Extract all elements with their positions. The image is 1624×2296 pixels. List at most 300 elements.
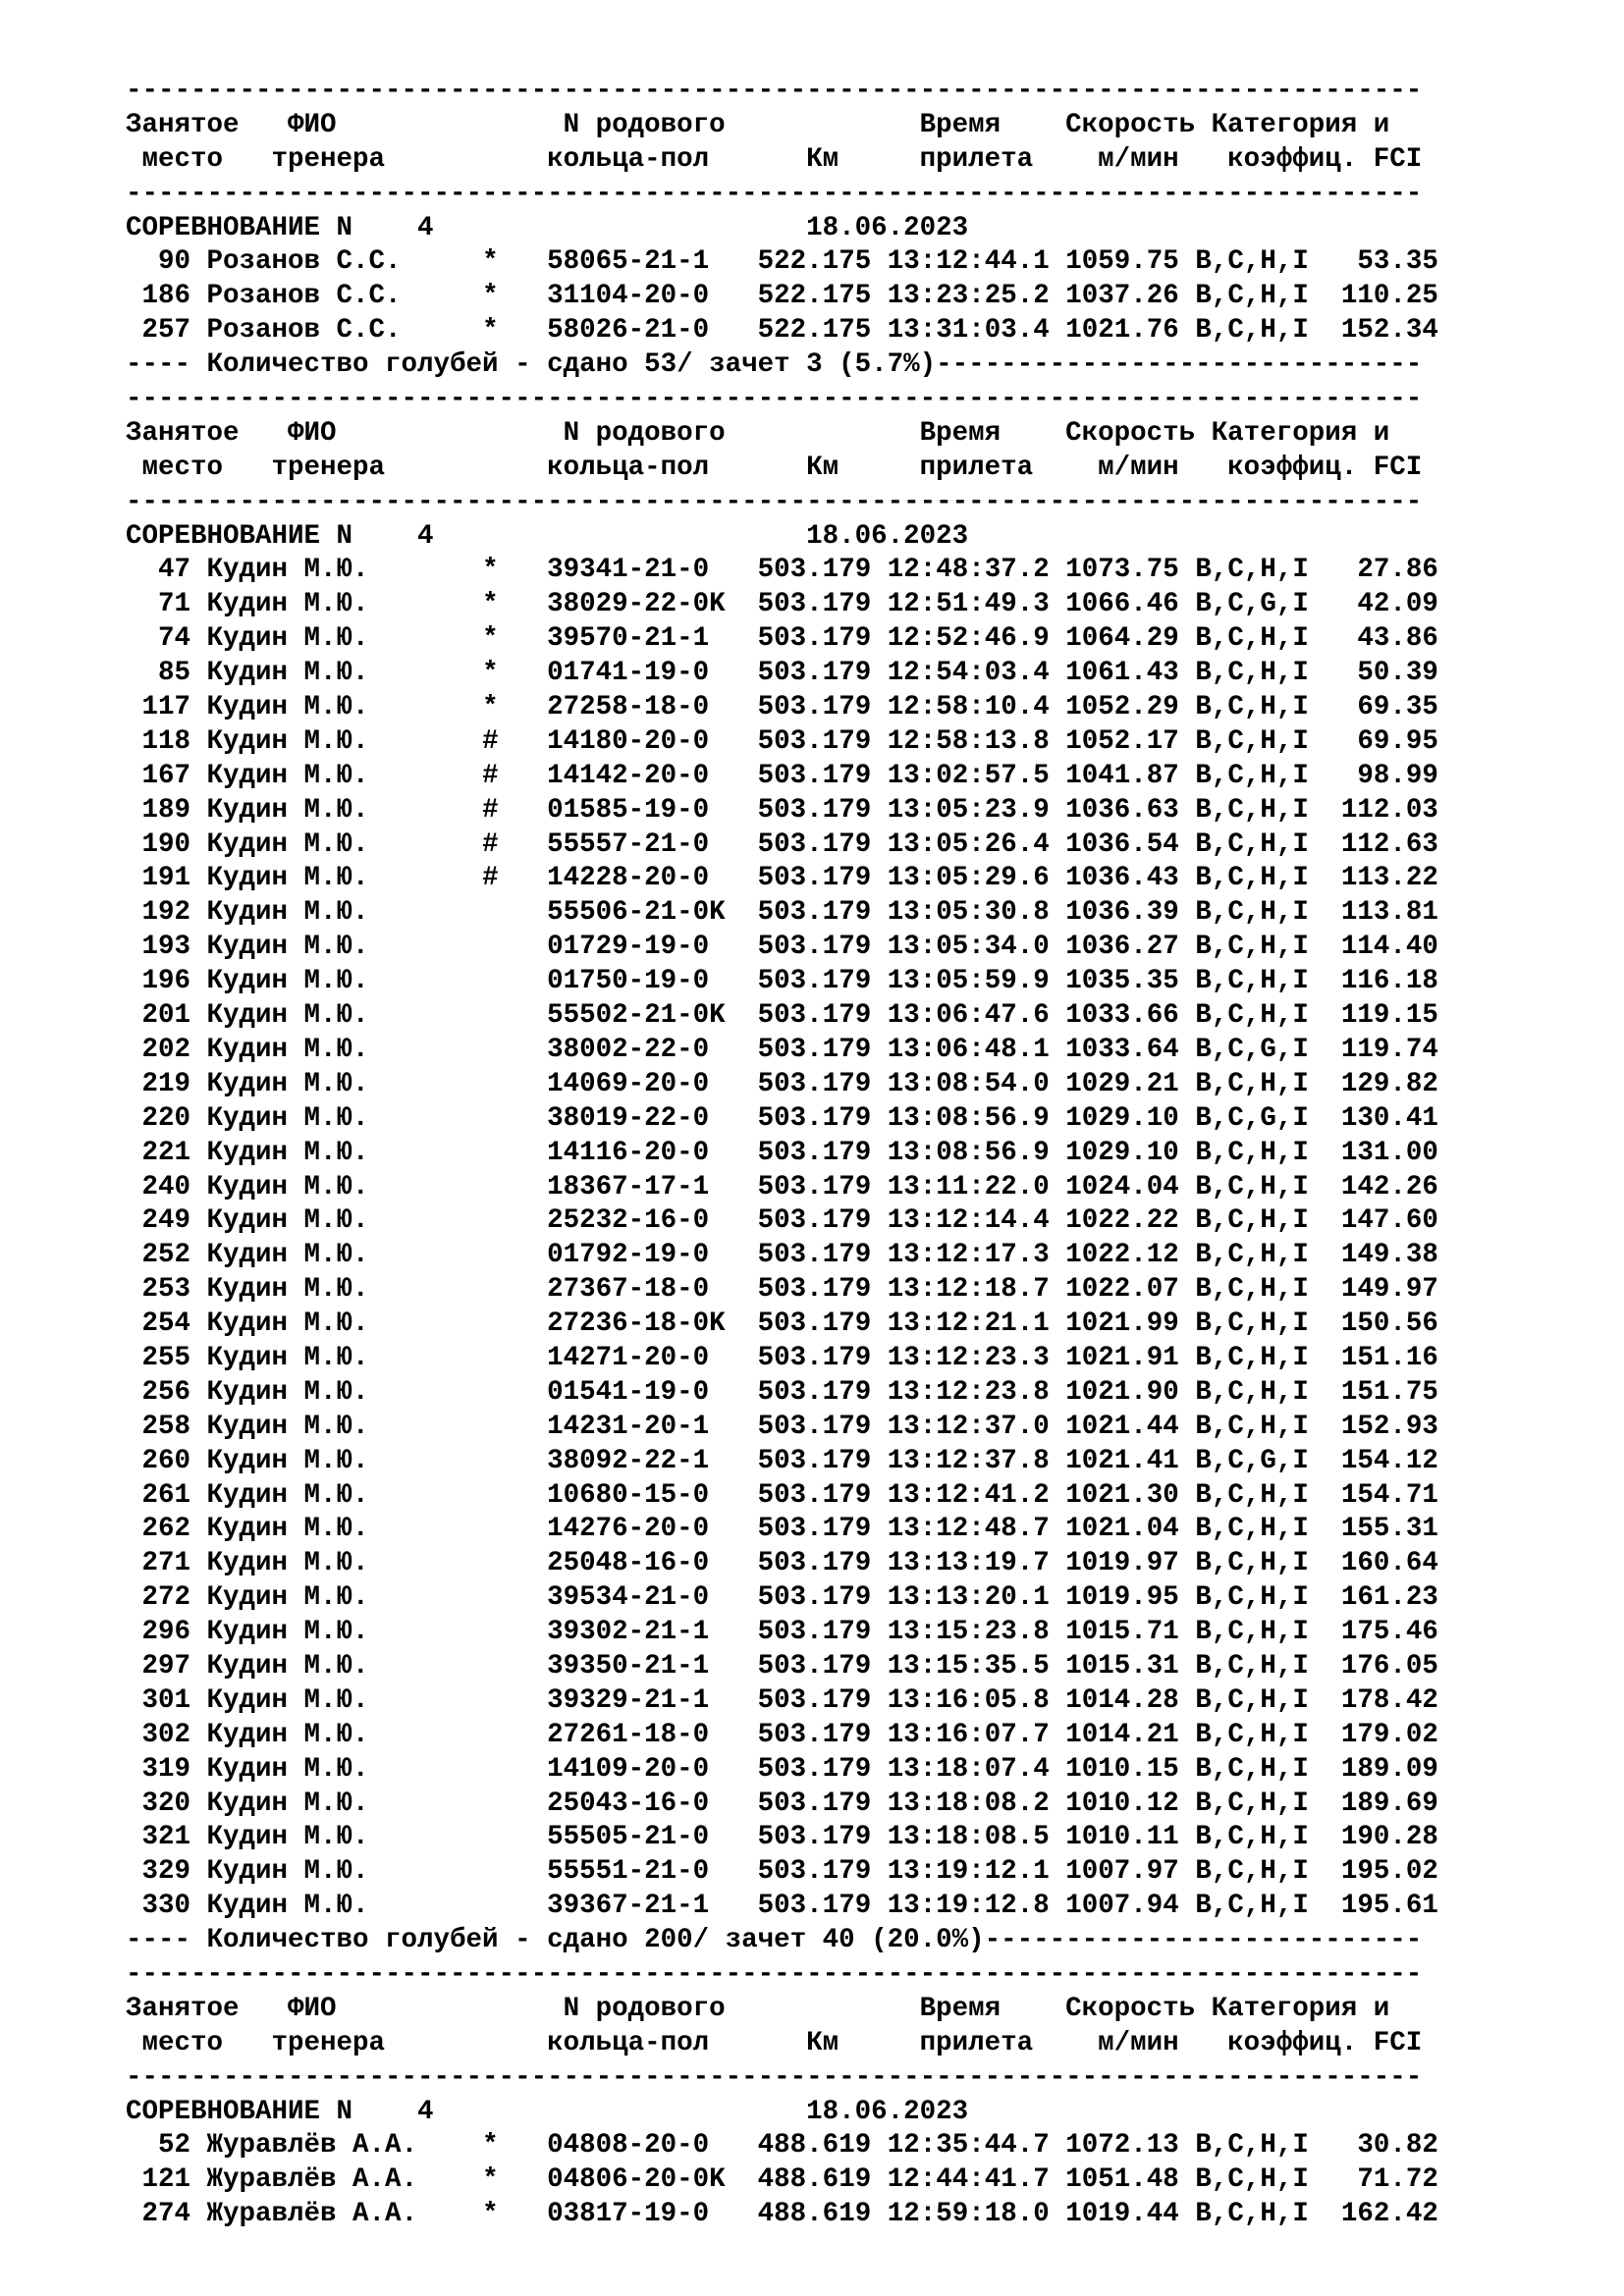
fci-cell: 179.02	[1325, 1719, 1438, 1750]
space	[190, 726, 207, 757]
space	[1050, 1685, 1066, 1716]
ring-cell: 27261-18-0	[547, 1719, 726, 1750]
space	[190, 1651, 207, 1682]
space	[1309, 1651, 1326, 1682]
table-row	[126, 1513, 1438, 1547]
mark-cell	[482, 1138, 499, 1168]
fci-cell: 119.74	[1325, 1034, 1438, 1065]
fancier-name-cell: Кудин М.Ю.	[206, 1582, 434, 1614]
space	[1179, 1172, 1196, 1202]
mark-cell	[482, 1412, 499, 1442]
km-cell: 503.179	[741, 1000, 872, 1032]
space	[499, 1651, 548, 1682]
mark-cell	[482, 1274, 499, 1305]
ring-cell: 55551-21-0	[547, 1856, 726, 1888]
space	[726, 589, 742, 619]
space	[1050, 692, 1066, 722]
ring-cell: 39570-21-1	[547, 623, 726, 655]
space	[871, 1789, 888, 1819]
mark-cell	[482, 1720, 499, 1750]
space	[1050, 1377, 1066, 1408]
space	[1179, 315, 1196, 346]
fci-cell: 160.64	[1325, 1548, 1438, 1579]
column-header-bottom: место тренера кольца-пол Км прилета м/мин коэффиц. FCI	[126, 452, 1423, 483]
space	[1309, 726, 1326, 757]
space	[499, 1035, 548, 1065]
fci-cell: 149.38	[1325, 1240, 1438, 1271]
ring-cell: 18367-17-1	[547, 1171, 726, 1202]
space	[1309, 1274, 1326, 1305]
fancier-name-cell: Журавлёв А.А.	[206, 2199, 434, 2230]
fci-cell: 129.82	[1325, 1068, 1438, 1099]
space	[1179, 932, 1196, 962]
time-cell: 13:12:23.8	[887, 1376, 1050, 1408]
fancier-name-cell: Кудин М.Ю.	[206, 725, 434, 757]
space	[434, 658, 483, 688]
fci-cell: 112.63	[1325, 828, 1438, 860]
km-cell: 503.179	[741, 1548, 872, 1579]
space	[434, 1069, 483, 1099]
ring-cell: 55502-21-0K	[547, 1000, 726, 1032]
space	[190, 1205, 207, 1236]
speed-cell: 1021.76	[1065, 315, 1179, 347]
fancier-name-cell: Кудин М.Ю.	[206, 555, 434, 586]
fancier-name-cell: Кудин М.Ю.	[206, 1514, 434, 1545]
space	[434, 1240, 483, 1270]
space	[190, 1789, 207, 1819]
time-cell: 13:15:35.5	[887, 1650, 1050, 1682]
time-cell: 13:13:20.1	[887, 1582, 1050, 1614]
place-cell: 196	[126, 966, 191, 997]
ring-cell: 38092-22-1	[547, 1445, 726, 1476]
space	[726, 2199, 742, 2229]
table-row	[126, 2129, 1438, 2163]
table-row	[126, 2198, 1438, 2232]
space	[1050, 863, 1066, 893]
table-row	[126, 1239, 1438, 1273]
space	[726, 1891, 742, 1921]
space	[1050, 1240, 1066, 1270]
speed-cell: 1021.90	[1065, 1376, 1179, 1408]
report-sheet	[126, 75, 1438, 2232]
fancier-name-cell: Кудин М.Ю.	[206, 1411, 434, 1442]
space	[190, 1103, 207, 1134]
space	[499, 315, 548, 346]
mark-cell: *	[482, 2199, 499, 2230]
fci-cell: 152.93	[1325, 1411, 1438, 1442]
fancier-name-cell: Кудин М.Ю.	[206, 1650, 434, 1682]
mark-cell: *	[482, 692, 499, 723]
space	[190, 1617, 207, 1647]
space	[1050, 1617, 1066, 1647]
ring-cell: 27236-18-0K	[547, 1308, 726, 1340]
ring-cell: 03817-19-0	[547, 2199, 726, 2230]
space	[1309, 246, 1326, 277]
space	[434, 1308, 483, 1339]
speed-cell: 1015.71	[1065, 1617, 1179, 1648]
km-cell: 503.179	[741, 794, 872, 826]
category-cell: B,C,H,I	[1195, 1411, 1309, 1442]
category-cell: B,C,H,I	[1195, 1376, 1309, 1408]
space	[871, 1069, 888, 1099]
ring-cell: 04808-20-0	[547, 2130, 726, 2162]
speed-cell: 1036.39	[1065, 897, 1179, 929]
space	[1309, 1720, 1326, 1750]
speed-cell: 1029.21	[1065, 1068, 1179, 1099]
space	[1050, 623, 1066, 654]
place-cell: 302	[126, 1719, 191, 1750]
place-cell: 71	[126, 589, 191, 620]
space	[1179, 555, 1196, 585]
space	[1050, 1789, 1066, 1819]
category-cell: B,C,G,I	[1195, 1102, 1309, 1134]
mark-cell: #	[482, 863, 499, 894]
place-cell: 90	[126, 246, 191, 278]
space	[499, 246, 548, 277]
speed-cell: 1021.30	[1065, 1479, 1179, 1511]
fancier-name-cell: Кудин М.Ю.	[206, 1137, 434, 1168]
space	[871, 1412, 888, 1442]
space	[434, 1138, 483, 1168]
km-cell: 503.179	[741, 1514, 872, 1545]
category-cell: B,C,H,I	[1195, 1274, 1309, 1306]
space	[434, 1480, 483, 1511]
place-cell: 221	[126, 1137, 191, 1168]
space	[434, 1789, 483, 1819]
space	[434, 1651, 483, 1682]
space	[1309, 1514, 1326, 1544]
km-cell: 503.179	[741, 760, 872, 791]
ring-cell: 27367-18-0	[547, 1274, 726, 1306]
km-cell: 503.179	[741, 966, 872, 997]
space	[726, 932, 742, 962]
table-row	[126, 760, 1438, 794]
mark-cell	[482, 1343, 499, 1373]
space	[1050, 1720, 1066, 1750]
space	[499, 1412, 548, 1442]
fancier-name-cell: Журавлёв А.А.	[206, 2130, 434, 2162]
fancier-name-cell: Кудин М.Ю.	[206, 1719, 434, 1750]
fci-cell: 110.25	[1325, 281, 1438, 312]
table-row	[126, 828, 1438, 863]
table-row	[126, 1581, 1438, 1616]
space	[726, 1240, 742, 1270]
space	[499, 1000, 548, 1031]
space	[190, 1138, 207, 1168]
category-cell: B,C,H,I	[1195, 692, 1309, 723]
km-cell: 522.175	[741, 281, 872, 312]
space	[190, 555, 207, 585]
place-cell: 252	[126, 1240, 191, 1271]
fci-cell: 69.35	[1325, 692, 1438, 723]
mark-cell	[482, 1069, 499, 1099]
speed-cell: 1064.29	[1065, 623, 1179, 655]
category-cell: B,C,H,I	[1195, 623, 1309, 655]
space	[499, 932, 548, 962]
space	[1179, 2199, 1196, 2229]
space	[1050, 589, 1066, 619]
fci-cell: 113.22	[1325, 863, 1438, 894]
km-cell: 503.179	[741, 1068, 872, 1099]
speed-cell: 1036.27	[1065, 932, 1179, 963]
fancier-name-cell: Кудин М.Ю.	[206, 1034, 434, 1065]
space	[871, 658, 888, 688]
place-cell: 301	[126, 1684, 191, 1716]
table-row	[126, 1821, 1438, 1855]
place-cell: 191	[126, 863, 191, 894]
mark-cell	[482, 1377, 499, 1408]
fancier-name-cell: Кудин М.Ю.	[206, 1548, 434, 1579]
fci-cell: 189.09	[1325, 1753, 1438, 1785]
km-cell: 503.179	[741, 1376, 872, 1408]
space	[871, 1308, 888, 1339]
space	[190, 966, 207, 996]
ring-cell: 39302-21-1	[547, 1617, 726, 1648]
category-cell: B,C,H,I	[1195, 932, 1309, 963]
time-cell: 12:44:41.7	[887, 2164, 1050, 2196]
category-cell: B,C,H,I	[1195, 1856, 1309, 1888]
place-cell: 249	[126, 1205, 191, 1237]
section-summary: ---- Количество голубей - сдано 200/ зачет 40 (20.0%)---------------------------	[126, 1925, 1423, 1956]
space	[726, 1651, 742, 1682]
ring-cell: 14276-20-0	[547, 1514, 726, 1545]
place-cell: 321	[126, 1822, 191, 1853]
table-row	[126, 965, 1438, 999]
space	[190, 1856, 207, 1887]
space	[434, 966, 483, 996]
space	[1050, 1754, 1066, 1785]
space	[1309, 1789, 1326, 1819]
table-row	[126, 1547, 1438, 1581]
mark-cell: *	[482, 589, 499, 620]
fancier-name-cell: Кудин М.Ю.	[206, 1617, 434, 1648]
space	[499, 589, 548, 619]
space	[190, 1412, 207, 1442]
space	[1050, 1446, 1066, 1476]
space	[434, 1891, 483, 1921]
fci-cell: 155.31	[1325, 1514, 1438, 1545]
space	[190, 281, 207, 311]
km-cell: 503.179	[741, 555, 872, 586]
space	[871, 1891, 888, 1921]
space	[1179, 726, 1196, 757]
km-cell: 503.179	[741, 1753, 872, 1785]
space	[1050, 658, 1066, 688]
mark-cell	[482, 1582, 499, 1613]
space	[871, 555, 888, 585]
space	[190, 1240, 207, 1270]
space	[190, 1822, 207, 1852]
space	[1179, 1789, 1196, 1819]
space	[1309, 1548, 1326, 1578]
space	[1050, 1274, 1066, 1305]
space	[871, 1856, 888, 1887]
place-cell: 257	[126, 315, 191, 347]
space	[726, 966, 742, 996]
fancier-name-cell: Кудин М.Ю.	[206, 863, 434, 894]
table-row	[126, 657, 1438, 691]
mark-cell	[482, 932, 499, 962]
space	[726, 1548, 742, 1578]
fci-cell: 152.34	[1325, 315, 1438, 347]
km-cell: 503.179	[741, 623, 872, 655]
space	[434, 246, 483, 277]
speed-cell: 1066.46	[1065, 589, 1179, 620]
space	[1309, 1856, 1326, 1887]
fci-cell: 178.42	[1325, 1684, 1438, 1716]
space	[434, 1035, 483, 1065]
place-cell: 193	[126, 932, 191, 963]
space	[499, 1446, 548, 1476]
fancier-name-cell: Журавлёв А.А.	[206, 2164, 434, 2196]
space	[499, 1138, 548, 1168]
space	[871, 1205, 888, 1236]
speed-cell: 1010.12	[1065, 1788, 1179, 1819]
km-cell: 503.179	[741, 1205, 872, 1237]
space	[1179, 1822, 1196, 1852]
space	[871, 246, 888, 277]
space	[434, 1343, 483, 1373]
fancier-name-cell: Кудин М.Ю.	[206, 1479, 434, 1511]
space	[190, 1754, 207, 1785]
space	[1179, 1377, 1196, 1408]
fancier-name-cell: Кудин М.Ю.	[206, 1205, 434, 1237]
space	[434, 1617, 483, 1647]
km-cell: 503.179	[741, 692, 872, 723]
space	[726, 1514, 742, 1544]
mark-cell	[482, 1172, 499, 1202]
space	[190, 932, 207, 962]
space	[871, 1343, 888, 1373]
km-cell: 503.179	[741, 1788, 872, 1819]
ring-cell: 25232-16-0	[547, 1205, 726, 1237]
space	[499, 1343, 548, 1373]
time-cell: 13:12:41.2	[887, 1479, 1050, 1511]
space	[871, 795, 888, 826]
category-cell: B,C,H,I	[1195, 1137, 1309, 1168]
place-cell: 296	[126, 1617, 191, 1648]
space	[190, 1000, 207, 1031]
time-cell: 13:02:57.5	[887, 760, 1050, 791]
fci-cell: 151.16	[1325, 1342, 1438, 1373]
space	[499, 761, 548, 791]
space	[190, 1685, 207, 1716]
space	[190, 1514, 207, 1544]
fancier-name-cell: Кудин М.Ю.	[206, 589, 434, 620]
fancier-name-cell: Кудин М.Ю.	[206, 1684, 434, 1716]
fci-cell: 176.05	[1325, 1650, 1438, 1682]
table-row	[126, 691, 1438, 725]
km-cell: 503.179	[741, 1102, 872, 1134]
space	[871, 1548, 888, 1578]
space	[499, 863, 548, 893]
space	[499, 2164, 548, 2195]
place-cell: 74	[126, 623, 191, 655]
category-cell: B,C,H,I	[1195, 2130, 1309, 2162]
table-row	[126, 314, 1438, 348]
space	[1179, 1205, 1196, 1236]
space	[1050, 2130, 1066, 2161]
space	[190, 1343, 207, 1373]
space	[1050, 555, 1066, 585]
space	[1309, 2199, 1326, 2229]
table-row	[126, 280, 1438, 314]
category-cell: B,C,H,I	[1195, 2164, 1309, 2196]
place-cell: 118	[126, 725, 191, 757]
ring-cell: 14069-20-0	[547, 1068, 726, 1099]
km-cell: 503.179	[741, 1411, 872, 1442]
ring-cell: 38002-22-0	[547, 1034, 726, 1065]
rule-line: --------------------------------------------------------------------------------	[126, 2061, 1423, 2093]
place-cell: 186	[126, 281, 191, 312]
km-cell: 503.179	[741, 1719, 872, 1750]
speed-cell: 1072.13	[1065, 2130, 1179, 2162]
space	[434, 1000, 483, 1031]
category-cell: B,C,H,I	[1195, 760, 1309, 791]
mark-cell	[482, 1617, 499, 1647]
space	[499, 1240, 548, 1270]
speed-cell: 1037.26	[1065, 281, 1179, 312]
space	[871, 1138, 888, 1168]
space	[1309, 1891, 1326, 1921]
space	[1050, 1000, 1066, 1031]
space	[1050, 1103, 1066, 1134]
time-cell: 13:05:34.0	[887, 932, 1050, 963]
space	[1309, 281, 1326, 311]
space	[1050, 761, 1066, 791]
mark-cell: *	[482, 658, 499, 689]
space	[499, 281, 548, 311]
ring-cell: 39350-21-1	[547, 1650, 726, 1682]
mark-cell	[482, 1446, 499, 1476]
speed-cell: 1019.97	[1065, 1548, 1179, 1579]
space	[726, 1274, 742, 1305]
space	[499, 1172, 548, 1202]
speed-cell: 1019.44	[1065, 2199, 1179, 2230]
column-header-top: Занятое ФИО N родового Время Скорость Категория и	[126, 109, 1390, 140]
space	[499, 623, 548, 654]
time-cell: 13:16:05.8	[887, 1684, 1050, 1716]
fancier-name-cell: Кудин М.Ю.	[206, 1342, 434, 1373]
column-header-top: Занятое ФИО N родового Время Скорость Категория и	[126, 1993, 1390, 2024]
space	[871, 1274, 888, 1305]
space	[726, 1582, 742, 1613]
space	[1179, 246, 1196, 277]
km-cell: 488.619	[741, 2164, 872, 2196]
time-cell: 13:12:37.0	[887, 1411, 1050, 1442]
table-row	[126, 1308, 1438, 1342]
space	[190, 863, 207, 893]
category-cell: B,C,H,I	[1195, 1822, 1309, 1853]
ring-cell: 58026-21-0	[547, 315, 726, 347]
space	[499, 1617, 548, 1647]
time-cell: 13:19:12.8	[887, 1891, 1050, 1922]
space	[1050, 1582, 1066, 1613]
space	[190, 2199, 207, 2229]
category-cell: B,C,H,I	[1195, 966, 1309, 997]
fancier-name-cell: Кудин М.Ю.	[206, 658, 434, 689]
space	[1309, 1446, 1326, 1476]
time-cell: 12:52:46.9	[887, 623, 1050, 655]
space	[871, 863, 888, 893]
space	[499, 1308, 548, 1339]
km-cell: 503.179	[741, 1617, 872, 1648]
place-cell: 329	[126, 1856, 191, 1888]
space	[1179, 1274, 1196, 1305]
fci-cell: 150.56	[1325, 1308, 1438, 1340]
km-cell: 503.179	[741, 1822, 872, 1853]
table-row	[126, 1137, 1438, 1171]
